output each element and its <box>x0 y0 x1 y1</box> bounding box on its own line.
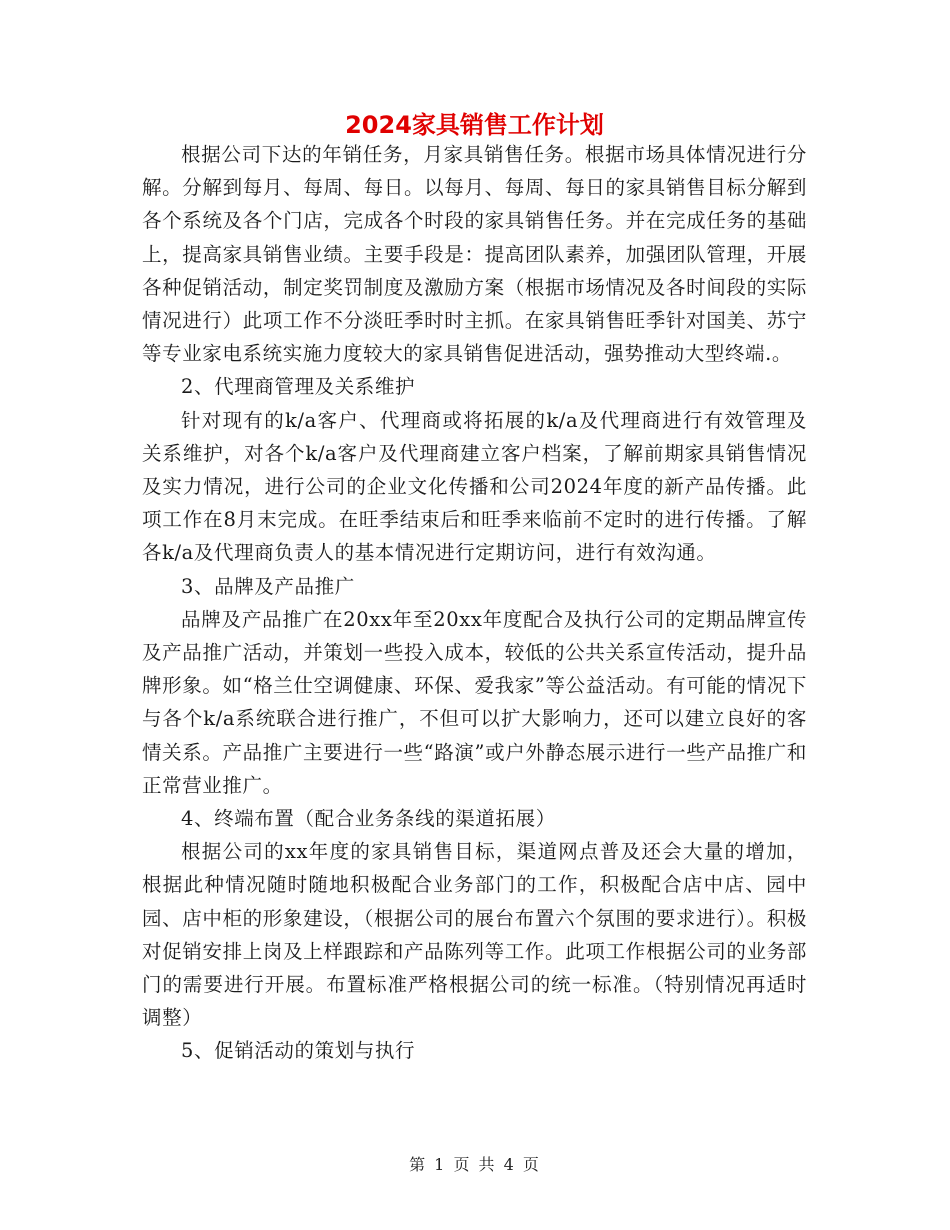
paragraph-agent-management: 针对现有的k/a客户、代理商或将拓展的k/a及代理商进行有效管理及关系维护，对各个k/a客户及代理商建立客户档案，了解前期家具销售情况及实力情况，进行公司的企业文化传播和公司2024年度的新产品传播。此项工作在8月末完成。在旺季结束后和旺季来临前不定时的进行传播。了解各k/a及代理商负责人的基本情况进行定期访问，进行有效沟通。 <box>142 408 807 565</box>
paragraph-terminal-layout: 根据公司的xx年度的家具销售目标，渠道网点普及还会大量的增加，根据此种情况随时随地积极配合业务部门的工作，积极配合店中店、园中园、店中柜的形象建设，（根据公司的展台布置六个氛围的要求进行）。积极对促销安排上岗及上样跟踪和产品陈列等工作。此项工作根据公司的业务部门的需要进行开展。布置标准严格根据公司的统一标准。（特别情况再适时调整） <box>142 840 807 1030</box>
document-title: 2024家具销售工作计划 <box>345 111 604 139</box>
section-heading-promotion-planning: 5、促销活动的策划与执行 <box>181 1039 416 1063</box>
section-heading-brand-promotion: 3、品牌及产品推广 <box>181 574 355 598</box>
page-number-label: 第 1 页 共 4 页 <box>409 1155 541 1174</box>
paragraph-intro: 根据公司下达的年销任务，月家具销售任务。根据市场具体情况进行分解。分解到每月、每周、每日。以每月、每周、每日的家具销售目标分解到各个系统及各个门店，完成各个时段的家具销售任务。并在完成任务的基础上，提高家具销售业绩。主要手段是：提高团队素养，加强团队管理，开展各种促销活动，制定奖罚制度及激励方案（根据市场情况及各时间段的实际情况进行）此项工作不分淡旺季时时主抓。在家具销售旺季针对国美、苏宁等专业家电系统实施力度较大的家具销售促进活动，强势推动大型终端.。 <box>142 143 807 366</box>
section-heading-terminal-layout: 4、终端布置（配合业务条线的渠道拓展） <box>181 807 556 831</box>
page-footer <box>0 1152 950 1175</box>
document-page <box>142 108 807 1068</box>
section-heading-agent-management: 2、代理商管理及关系维护 <box>181 375 416 399</box>
paragraph-brand-promotion: 品牌及产品推广在20xx年至20xx年度配合及执行公司的定期品牌宣传及产品推广活动，并策划一些投入成本，较低的公共关系宣传活动，提升品牌形象。如“格兰仕空调健康、环保、爱我家”等公益活动。有可能的情况下与各个k/a系统联合进行推广，不但可以扩大影响力，还可以建立良好的客情关系。产品推广主要进行一些“路演”或户外静态展示进行一些产品推广和正常营业推广。 <box>142 607 807 797</box>
